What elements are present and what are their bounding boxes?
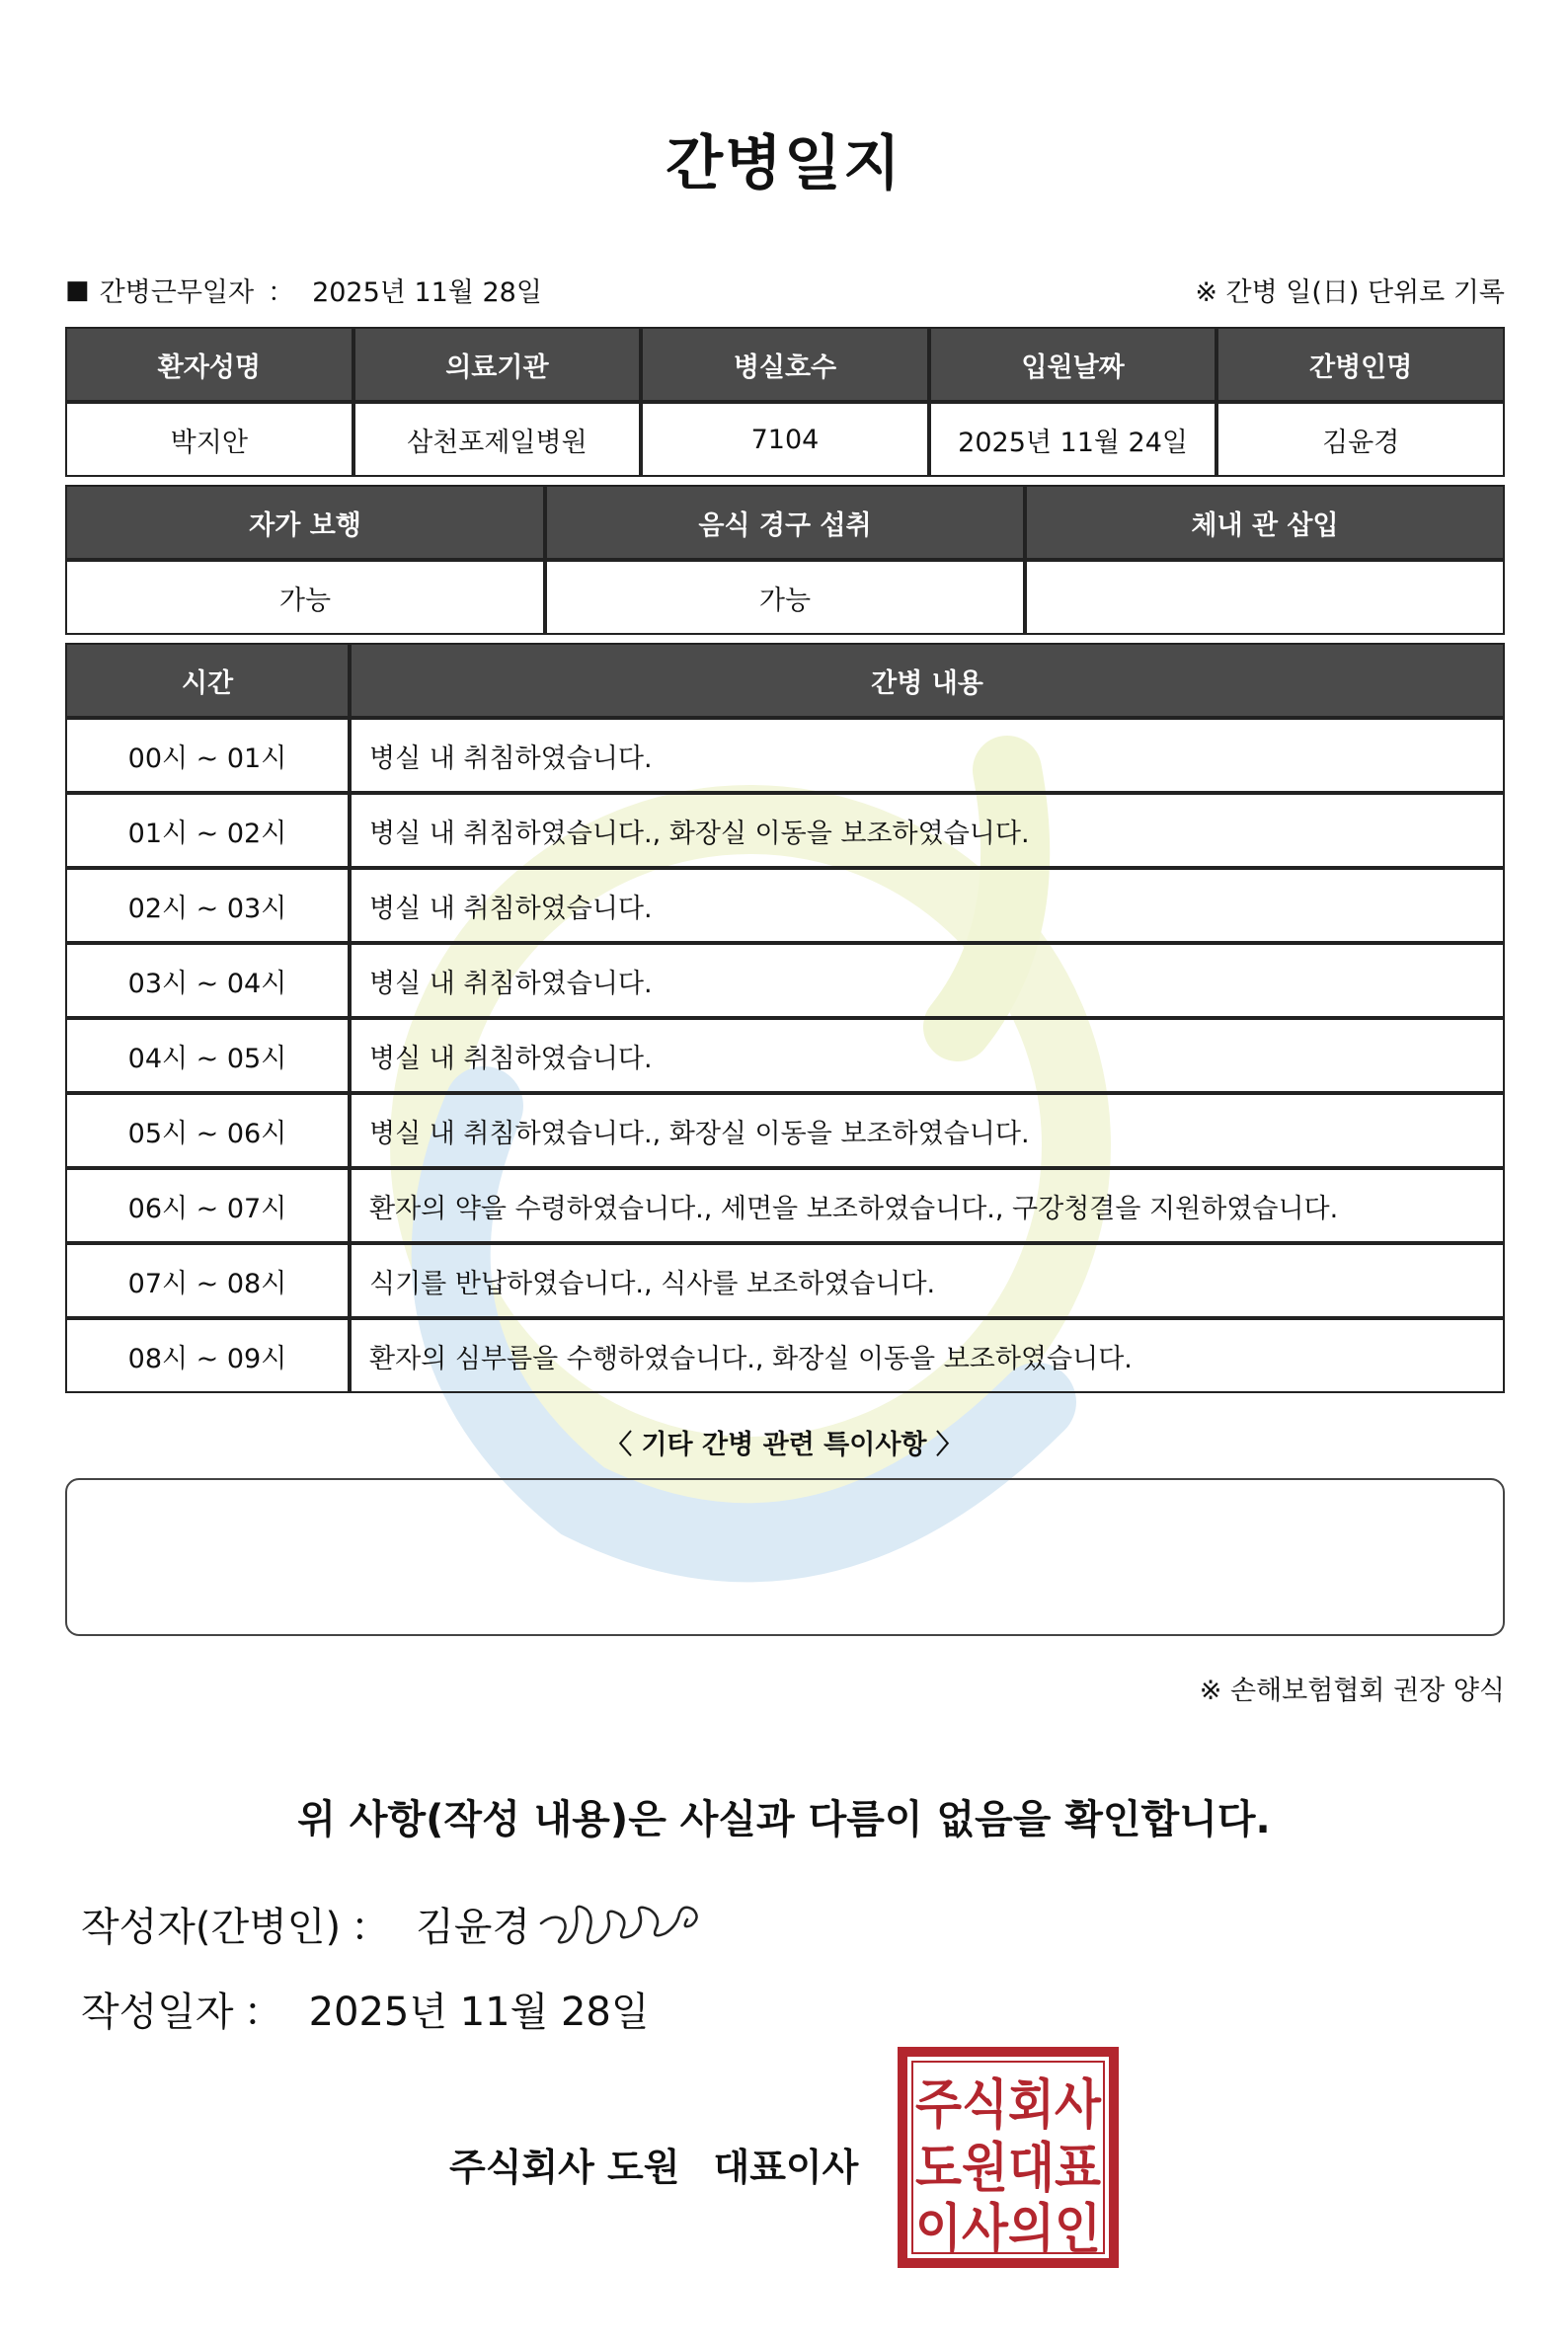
header-caregiver: 간병인명 [1216, 327, 1505, 402]
table-row [65, 718, 1505, 793]
remarks-box [65, 1478, 1505, 1636]
header-oral-intake: 음식 경구 섭취 [545, 485, 1025, 560]
table-row [65, 1243, 1505, 1318]
work-date-label: 간병근무일자 [99, 277, 255, 308]
seal-line-1: 주식회사 [915, 2073, 1102, 2136]
writer-label: 작성자(간병인) [81, 1905, 342, 1950]
writer-name: 김윤경 [416, 1905, 530, 1950]
patient-info-table [65, 327, 1505, 477]
log-content: 병실 내 취침하였습니다., 화장실 이동을 보조하였습니다. [350, 793, 1505, 868]
company-seal [897, 2046, 1120, 2269]
log-header-row [65, 643, 1505, 718]
log-time: 04시 ~ 05시 [65, 1018, 350, 1093]
patient-name: 박지안 [65, 402, 353, 477]
table-row [65, 1018, 1505, 1093]
colon: ： [243, 1990, 283, 2035]
table-row [65, 868, 1505, 943]
status-value-row [65, 560, 1505, 635]
company-signature-block [449, 2137, 858, 2191]
tube-insertion-status [1025, 560, 1505, 635]
company-name: 주식회사 도원 [449, 2146, 680, 2189]
log-content: 환자의 심부름을 수행하였습니다., 화장실 이동을 보조하였습니다. [350, 1318, 1505, 1393]
header-room: 병실호수 [641, 327, 929, 402]
log-content: 병실 내 취침하였습니다. [350, 1018, 1505, 1093]
patient-header-row [65, 327, 1505, 402]
log-time: 05시 ~ 06시 [65, 1093, 350, 1168]
square-bullet-icon: ■ [65, 274, 90, 305]
status-header-row [65, 485, 1505, 560]
header-time: 시간 [65, 643, 350, 718]
unit-note: ※ 간병 일(日) 단위로 기록 [1195, 277, 1505, 308]
log-time: 03시 ~ 04시 [65, 943, 350, 1018]
writer-line [81, 1896, 530, 1952]
header-patient-name: 환자성명 [65, 327, 353, 402]
seal-line-2: 도원대표 [915, 2137, 1101, 2199]
table-row [65, 1093, 1505, 1168]
meta-row [65, 271, 1505, 310]
remarks-label: 〈 기타 간병 관련 특이사항 〉 [605, 1430, 963, 1460]
representative-title: 대표이사 [713, 2146, 859, 2189]
walking-status: 가능 [65, 560, 545, 635]
hospital-name: 삼천포제일병원 [353, 402, 642, 477]
log-time: 07시 ~ 08시 [65, 1243, 350, 1318]
header-tube-insertion: 체내 관 삽입 [1025, 485, 1505, 560]
table-row [65, 1318, 1505, 1393]
log-content: 병실 내 취침하였습니다., 화장실 이동을 보조하였습니다. [350, 1093, 1505, 1168]
colon: ： [351, 1905, 391, 1950]
header-walking: 자가 보행 [65, 485, 545, 560]
log-time: 06시 ~ 07시 [65, 1168, 350, 1243]
log-time: 01시 ~ 02시 [65, 793, 350, 868]
log-content: 병실 내 취침하였습니다. [350, 718, 1505, 793]
log-content: 환자의 약을 수령하였습니다., 세면을 보조하였습니다., 구강청결을 지원하였습니다. [350, 1168, 1505, 1243]
table-row [65, 943, 1505, 1018]
confirmation-statement: 위 사항(작성 내용)은 사실과 다름이 없음을 확인합니다. [297, 1797, 1271, 1842]
log-content: 병실 내 취침하였습니다. [350, 943, 1505, 1018]
log-time: 08시 ~ 09시 [65, 1318, 350, 1393]
room-number: 7104 [641, 402, 929, 477]
log-time: 00시 ~ 01시 [65, 718, 350, 793]
log-content: 식기를 반납하였습니다., 식사를 보조하였습니다. [350, 1243, 1505, 1318]
admission-date: 2025년 11월 24일 [929, 402, 1217, 477]
oral-intake-status: 가능 [545, 560, 1025, 635]
handwritten-signature [533, 1884, 711, 1963]
caregiver-name: 김윤경 [1216, 402, 1505, 477]
log-time: 02시 ~ 03시 [65, 868, 350, 943]
status-table [65, 485, 1505, 635]
document-title: 간병일지 [666, 129, 902, 198]
work-date-value: 2025년 11월 28일 [312, 277, 542, 308]
table-row [65, 793, 1505, 868]
write-date-line [81, 1981, 650, 2037]
care-log-table [65, 643, 1505, 1393]
header-admission-date: 입원날짜 [929, 327, 1217, 402]
work-date-info [65, 271, 542, 309]
seal-line-3: 이사의인 [915, 2198, 1101, 2260]
write-date-label: 작성일자 [81, 1990, 234, 2035]
header-hospital: 의료기관 [353, 327, 642, 402]
log-content: 병실 내 취침하였습니다. [350, 868, 1505, 943]
patient-value-row [65, 402, 1505, 477]
header-care-content: 간병 내용 [350, 643, 1505, 718]
write-date-value: 2025년 11월 28일 [308, 1990, 650, 2035]
colon: ： [268, 277, 295, 308]
table-row [65, 1168, 1505, 1243]
recommend-note: ※ 손해보험협회 권장 양식 [1199, 1676, 1505, 1706]
